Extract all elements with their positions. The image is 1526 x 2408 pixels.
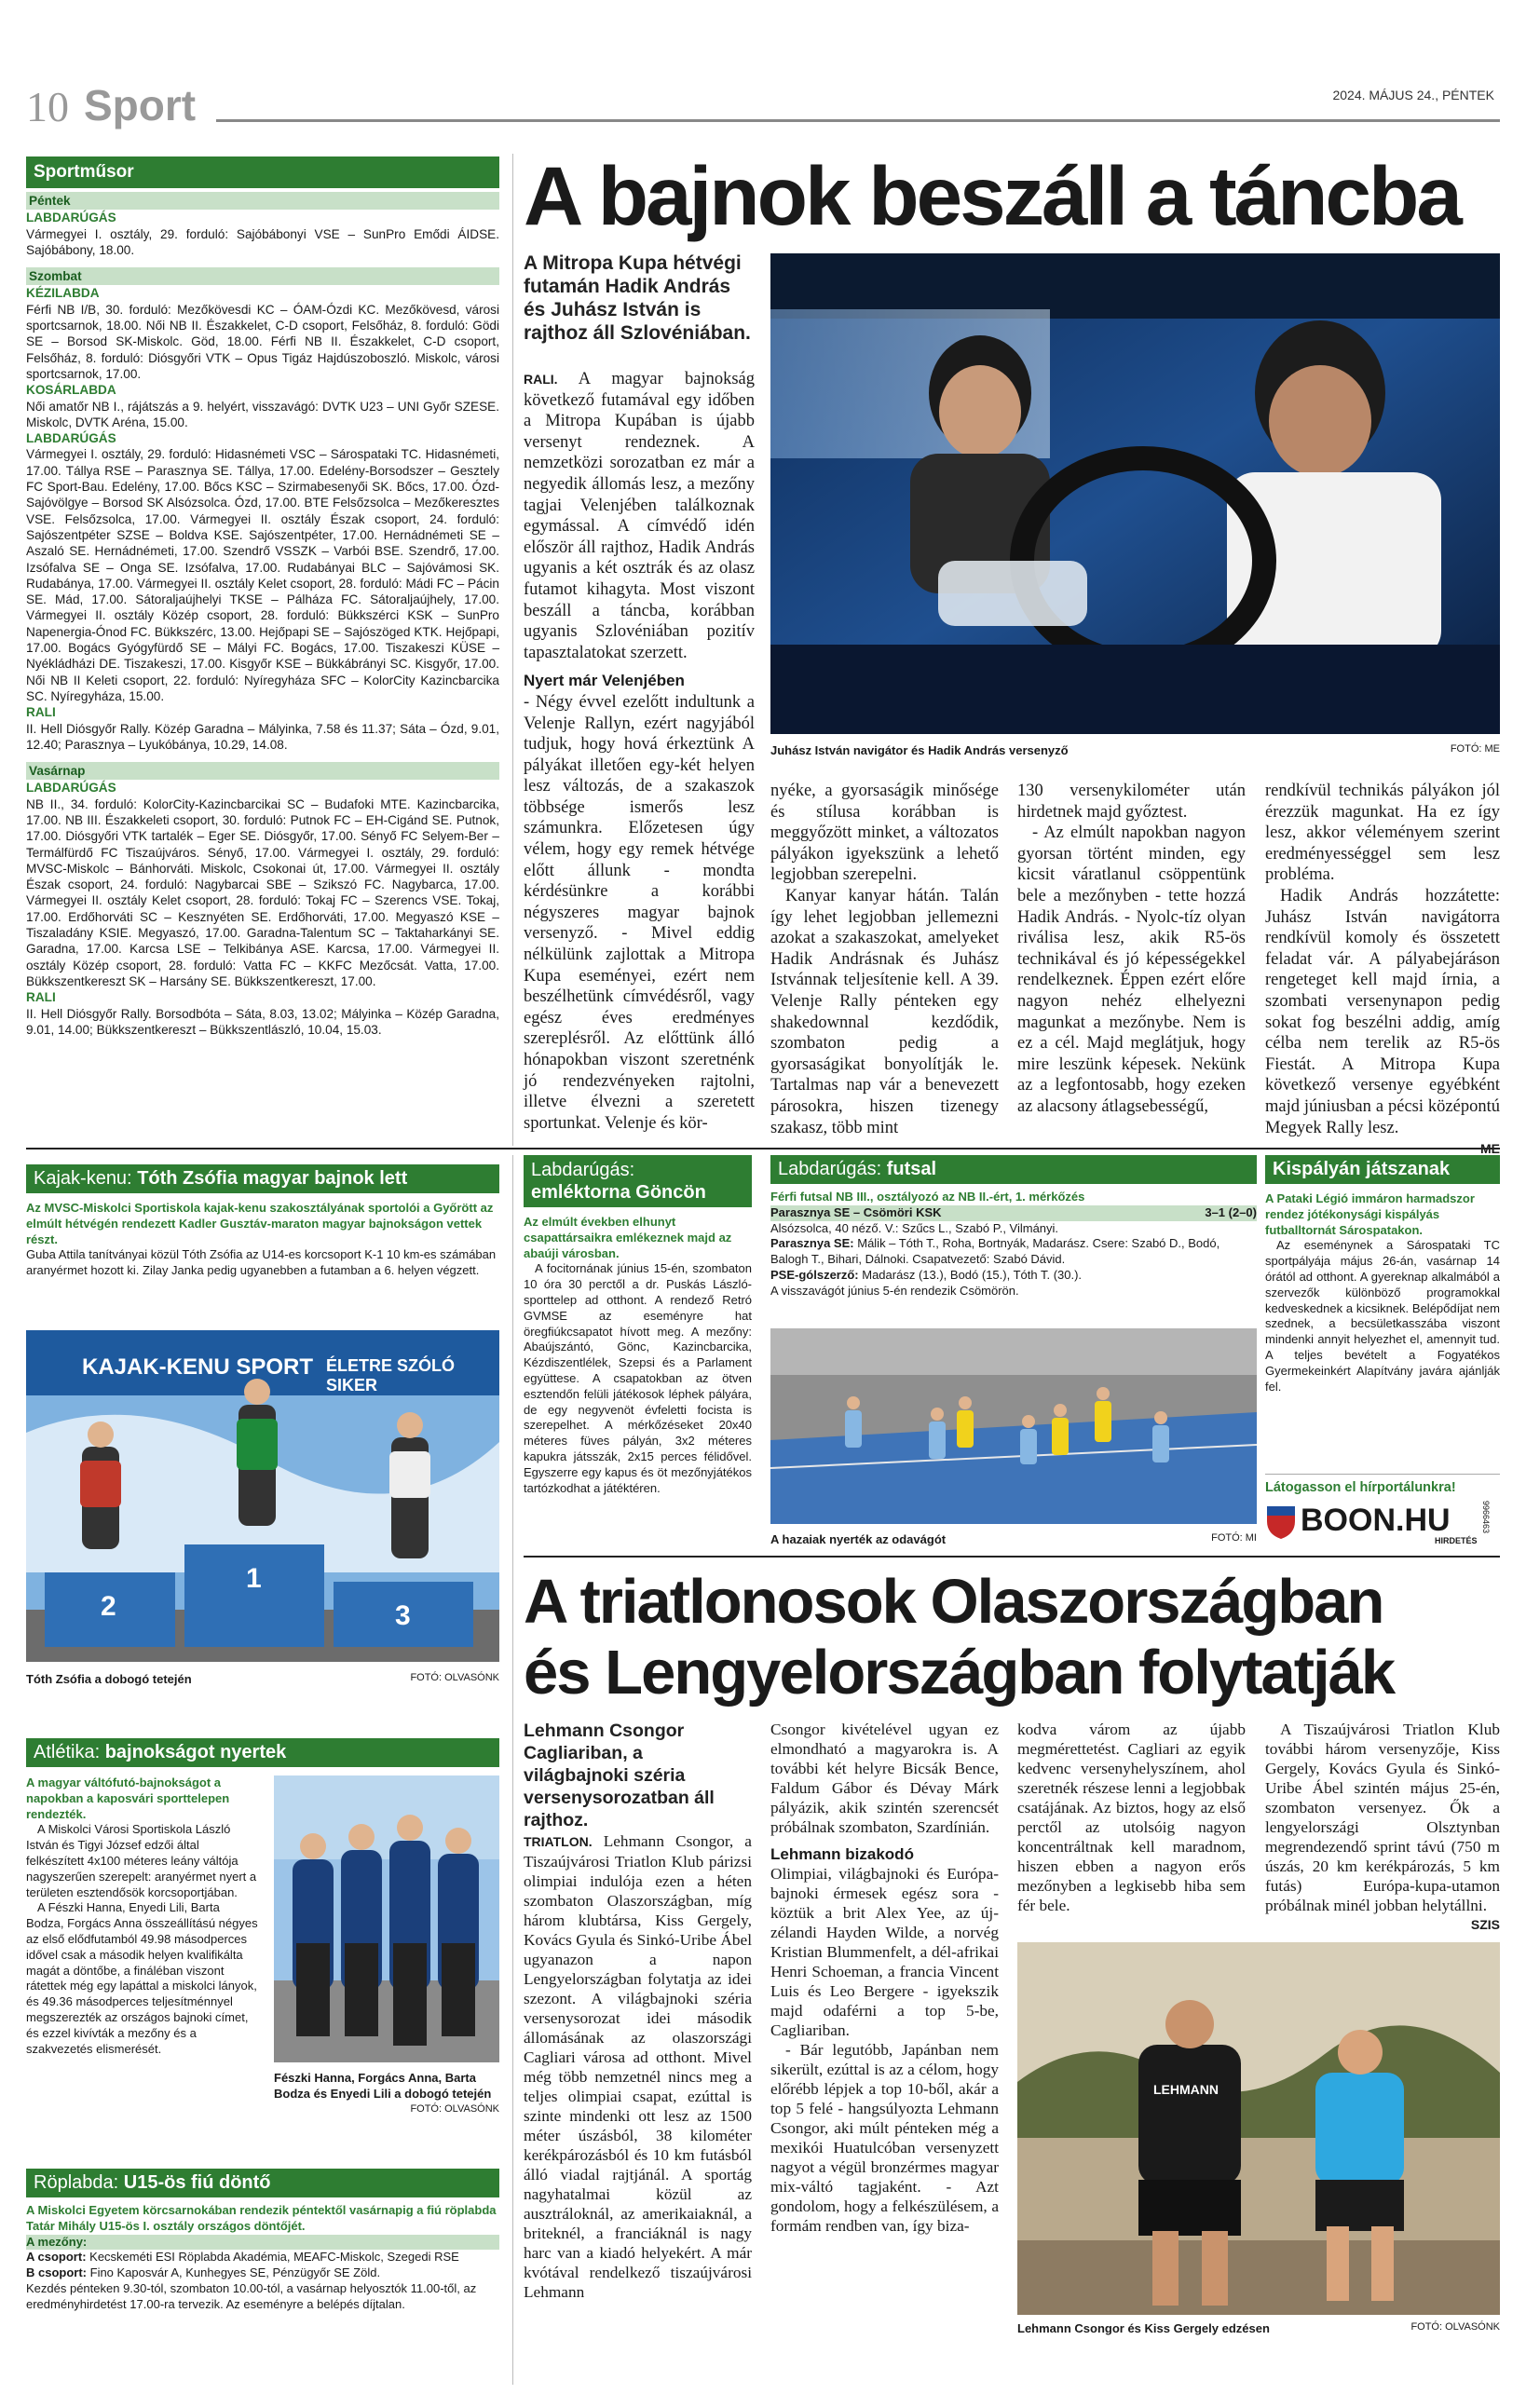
group-label: B csoport: (26, 2265, 87, 2280)
program-entry: II. Hell Diósgyőr Rally. Borsodbóta – Sáta, 8.03, 13.02; Mályinka – Közép Garadna, 9.01, 14.00; Bükkszentkereszt – Bükkszentlászló, 10.04, 15.03. (26, 1006, 499, 1037)
program-day: Péntek (26, 192, 499, 210)
caption-text: Fészki Hanna, Forgács Anna, Barta Bodza és Enyedi Lili a dobogó tetején (274, 2071, 492, 2101)
program-entry: Vármegyei I. osztály, 29. forduló: Hidasnémeti VSC – Sárospataki TC. Hidasnémeti, 17.00. Tállya RSE – Parasznya SE. Tállya, 17.00. Edelény-Borsodszer – Gesztely FC Sport-Bau. Edelény, 17.00. Bőcs KSC – Szirmabesenyői SK. Bőcs, 17.00. Ózd-Sajóvölgye – Borsod SK Alsózsolca. Ózd, 17.00. BTE Felsőzsolca – Mezőkeresztes VSE. Felsőzsolca, 17.00. Vármegyei II. osztály Észak csoport, 24. forduló: Sajószentpéter SZSE – Boldva KSE. Sajószentpéter, 17.00. Hernádnémeti SE – Aszaló SE. Hernádnémeti, 17.00. Szendrő VSSZK – Varbói BSE. Szendrő, 17.00. Izsófalva SE – Onga SE. Izsófalva, 17.00. Rudabányai BLC – Sajóvámosi SK. Rudabánya, 17.00. Vármegyei II. osztály Kelet csoport, 28. forduló: Mádi FC – Pácin SE. Mád, 17.00. Sátoraljaújhelyi TKSE – Pálháza FC. Sátoraljaújhely, 17.00. Vármegyei II. osztály Közép csoport, 28. forduló: Bükkszérci KSK – SunPro Napenergia-Ónod FC. Bükkszérc, 13.00. Hejőpapi SE – Sajószöged KTK. Hejőpapi, 17.00. Bogács Gyógyfürdő SE – Mályi FC. Bogács, 17.00. Tiszakeszi KÜSE – Nyékládházi DE. Tiszakeszi, 17.00. Kisgyőr KSE – Bükkábrányi SC. Kisgyőr, 17.00. Női NB II Keleti csoport, 22. forduló: Nyíregyháza SFC – KolorCity Kazincbarcika SC. Nyíregyháza, 15.00. (26, 447, 499, 703)
article-tag: TRIATLON. (524, 1834, 593, 1849)
atletika-photo (274, 1775, 499, 2062)
kajak-title (26, 1164, 499, 1193)
lead: Az elmúlt években elhunyt csapattársaikra emlékeznek majd az abaúji városban. (524, 1215, 732, 1260)
ad-code: 9966463 (1481, 1501, 1491, 1534)
match: Parasznya SE – Csömöri KSK (770, 1204, 942, 1219)
program-category: KÉZILABDA (26, 286, 100, 301)
kajak-photo (26, 1330, 499, 1662)
program-category: KOSÁRLABDA (26, 383, 116, 398)
program-category: RALI (26, 705, 56, 720)
ad-logo: BOON.HU (1301, 1503, 1451, 1538)
program-entry: Női amatőr NB I., rájátszás a 9. helyért, visszavágó: DVTK U23 – UNI Győr SZESE. Miskolc, DVTK Aréna, 15.00. (26, 399, 499, 429)
page-number: 10 (26, 83, 69, 130)
roplabda-box (26, 2169, 499, 2313)
return-match: A visszavágót június 5-én rendezik Csömörön. (770, 1283, 1019, 1298)
goncon-box (524, 1155, 752, 1496)
signature: SZIS (1470, 1917, 1500, 1932)
paragraph: A magyar bajnokság következő futamával egy időben a Mitropa Kupában is újabb versenyt rendeznek. A nemzetközi sorozatban ez már a negyedik állomás lesz, a mezőny tagjai Velenjében találkoznak egymással. A címvédő idén először áll rajthoz, Hadik András ugyanis a két osztrák és az olasz futamot kihagyta. Most viszont beszáll a táncba, korábban ugyanis Szlovéniában pozitív tapasztalatokat szerzett. (524, 370, 756, 662)
banner-text: KAJAK-KENU SPORT (82, 1354, 314, 1380)
group-label: A csoport: (26, 2250, 87, 2265)
body: Az eseménynek a Sárospataki TC sportpályája május 26-án, vasárnap 14 órától ad otthont. A gyereknap alkalmából a szervezők különböző programokkal kedveskednek a kicsiknek. Belépődíjat nem szednek, a becsületkasszába viszont mindenki annyit helyezhet el, amennyit tud. A teljes bevételt a Fogyatékos Gyermekeinkért Alapítvány javára ajánlják fel. (1265, 1238, 1500, 1394)
photo-credit: FOTÓ: OLVASÓNK (1410, 2321, 1500, 2333)
kajak-caption (26, 1672, 499, 1686)
scorers: Madarász (13.), Bodó (15.), Tóth T. (30.). (862, 1267, 1083, 1282)
triatlon-lead: Lehmann Csongor Cagliariban, a világbajnoki széria versenysorozatban áll rajthoz. (524, 1721, 715, 1830)
lead: A Miskolci Egyetem körcsarnokában rendezik péntektől vasárnapig a fiú röplabda Tatár Mihály U15-ös I. osztály országos döntőjét. (26, 2203, 497, 2233)
headline: emléktorna Göncön (531, 1182, 706, 1203)
atletika-caption (274, 2070, 499, 2117)
main-col-2 (770, 781, 999, 1138)
futsal-caption (770, 1532, 1257, 1546)
body: A focitornának június 15-én, szombaton 10 óra 30 perctől a dr. Puskás László-sporttelep ad otthont. A rendező Retró GVMSE az eseményre hat öregfiúkcsapatot hívott meg. A mezőny: Abaújszántó, Gönc, Kazincbarcika, Kézdiszentlélek, Szepsi és a Parlament együttese. A csapatokban az ötven esztendőn felüli játékosok léphek pályára, de egy negyvenöt évfeletti focista is szerepelhet. A mérkőzéseket 20x40 méteres füves pályán, 3x2 méteres kapukra játsszák, 2x15 perces félidővel. Egyszerre egy kapus és öt mezőnyjátékos tartózkodhat a játéktéren. (524, 1261, 752, 1495)
paragraph: - Négy évvel ezelőtt indultunk a Velenje Rallyn, ezért nagyjából tudjuk, hogy hová érkeztünk A pályákat illetően egy-két helyen lesz változás, de a szakaszok többsége ismerős lesz számunkra. Előzetesen úgy vélem, hogy egy remek hétvége előtt állunk - mondta kérdésünkre a korábbi négyszeres magyar bajnok versenyző. - Mivel eddig nélkülünk zajlottak a Mitropa Kupa eseményei, ezért nem beszélhetünk címvédésről, vagy egész éves eredményes szereplésről. Az előttünk álló hónapokban viszont szeretnénk jó rendezvényeken rajtolni, illetve élvezni a szeretett sportunkat. Velenje és kör- (524, 692, 755, 1133)
kicker: Kajak-kenu: (34, 1168, 132, 1189)
triatlon-caption (1017, 2321, 1500, 2335)
paragraph: nyéke, a gyorsaságik minősége és stílusa korábban is meggyőzött minket, a változatos pályákon igyekszünk a lehető legjobban szerepelni. (770, 782, 999, 885)
paragraph: kodva várom az újabb megmérettetést. Cagliari az egyik kedvenc versenyhelyszínem, ahol szeretnék részese lenni a legjobbak csatájának. Az biztos, hogy az első perctől az utolsóig nagyon koncentráltnak kell maradnom, hiszen ebben a nagyon erős mezőnyben a legkisebb hiba sem fér bele. (1017, 1721, 1246, 1914)
program-list (26, 192, 499, 1038)
group-text: Fino Kaposvár A, Kunhegyes SE, Pénzügyőr SE Zöld. (89, 2265, 381, 2280)
paragraph: - Az elmúlt napokban nagyon gyorsan történt minden, egy kicsit váratlanul csöppentünk bele a mezőnyben - tette hozzá Hadik András. - Nyolc-tíz olyan riválisa lesz, akik R5-ös technikával és jó képességekkel rendelkeznek. Éppen ezért előre nagyon nehéz elhelyezni magunkat a mezőnybe. Nem is ez a cél. Majd meglátjuk, hogy mire leszünk képesek. Nekünk az a legfontosabb, hogy ezeken az alacsony átlagsebességű, (1017, 823, 1246, 1116)
triatlon-col-2 (770, 1720, 999, 2236)
triatlon-col-4 (1265, 1720, 1500, 1935)
lineup-label: Parasznya SE: (770, 1236, 854, 1251)
body: A Fészki Hanna, Enyedi Lili, Barta Bodza, Forgács Anna összeállítású négyes az első elődfutamból 49.98 másodperces idővel csak a második helyen kvalifikálta magát a döntőbe, a fináléban viszont rátettek még egy lapáttal a miskolci lányok, és 49.36 másodperces teljesítménnyel megszerezték az országos bajnoki címet, és ezzel kivívták a mezőny és a szakvezetés elismerését. (26, 1900, 258, 2056)
field-label: A mezőny: (26, 2235, 499, 2251)
triatlon-photo (1017, 1942, 1500, 2315)
ad-label: HIRDETÉS (1435, 1536, 1478, 1545)
program-day: Szombat (26, 267, 499, 285)
lead: A Pataki Légió immáron harmadszor rendez jótékonysági kispályás futballtornát Sárospatakon. (1265, 1191, 1475, 1237)
main-lead: A Mitropa Kupa hétvégi futamán Hadik András és Juhász István is rajthoz áll Szlovéniában. (524, 252, 751, 344)
triatlon-col-3 (1017, 1720, 1246, 1915)
match-row (770, 1205, 1257, 1221)
main-col-1 (524, 369, 755, 1134)
program-category: LABDARÚGÁS (26, 211, 116, 225)
section-title: Sport (84, 81, 197, 129)
futsal-match-image (770, 1328, 1257, 1524)
lead: Az MVSC-Miskolci Sportiskola kajak-kenu szakosztályának sportolói a Győrött az elmúlt hétvégén rendezett Kadler Gusztáv-maraton magyar bajnokságon vettek részt. (26, 1201, 494, 1246)
competition: Férfi futsal NB III., osztályozó az NB II.-ért, 1. mérkőzés (770, 1190, 1085, 1204)
boon-ad[interactable] (1265, 1474, 1500, 1549)
podium-1: 1 (246, 1563, 262, 1594)
scorers-label: PSE-gólszerző: (770, 1267, 859, 1282)
paragraph: Csongor kivételével ugyan ez elmondható a magyarokra is. A további két helyre Bicsák Bence, Faldum Gábor és Dévay Márk pályázik, akik szintén szerencsét próbálnak szombaton, Szardínián. (770, 1721, 999, 1836)
headline: U15-ös fiú döntő (123, 2172, 271, 2193)
venue: Alsózsolca, 40 néző. V.: Szűcs L., Szabó P., Vilmányi. (770, 1220, 1059, 1235)
rally-car-interior-image (770, 253, 1500, 734)
kicker: Atlétika: (34, 1742, 101, 1762)
header-rule (216, 119, 1500, 122)
body: Guba Attila tanítványai közül Tóth Zsófia az U14-es korcsoport K-1 10 km-es számában aranyérmet hozott ki. Zilay Janka pedig ugyanebben a futamban a 6. helyen végzett. (26, 1247, 497, 1278)
body: A Miskolci Városi Sportiskola László István és Tigyi József edzői által felkészített 4x100 méteres leány váltója nagyszerűen szerepelt: aranyérmet nyert a területen esztendősök korcsoportjában. (26, 1822, 257, 1899)
subheading: Lehmann bizakodó (770, 1845, 914, 1863)
rally-photo-caption (770, 743, 1500, 757)
futsal-photo (770, 1328, 1257, 1524)
atletika-box (26, 1738, 499, 1767)
caption-text: Tóth Zsófia a dobogó tetején (26, 1672, 192, 1686)
program-category: LABDARÚGÁS (26, 431, 116, 446)
program-day: Vasárnap (26, 762, 499, 780)
main-col-3 (1017, 781, 1246, 1118)
program-entry: NB II., 34. forduló: KolorCity-Kazincbarcikai SC – Budafoki MTE. Kazincbarcika, 17.00. NB III. Északkeleti csoport, 30. forduló: Putnok FC – EH-Cigánd SE. Putnok, 17.00. Diósgyőri VTK tartalék – Eger SE. Diósgyőr, 17.00. Sényő FC Selyem-Ber – Termálfürdő FC Tiszaújváros. Sényő, 17.00. Vármegyei I. osztály, 29. forduló: MVSC-Miskolc – Bánhorváti. Miskolc, Csokonai út, 17.00. Vármegyei II. osztály Észak csoport, 24. forduló: Nagybarcai SBE – Szikszó FC. Nagybarca, 17.00. Vármegyei II. osztály Kelet csoport, 28. forduló: Tokaj FC – Szerencs VSE. Tokaj, 17.00. Erdőhorváti SC – Kesznyéten SE. Erdőhorváti, 17.00. Megyaszó KSE – Tiszaladány KSIE. Megyaszó, 17.00. Garadna-Talentum SC – Taktaharkányi SE. Garadna, 17.00. Karcsa LSE – Telkibánya ASE. Karcsa, 17.00. Vármegyei II. osztály Közép csoport, 28. forduló: Vatta FC – KKFC Mezőcsát. Vatta, 17.00. Bükkszentkereszt SK – Harsány SE. Bükkszentkereszt, 17.00. (26, 796, 499, 988)
page-header (26, 82, 1502, 130)
headline-line: és Lengyelországban folytatják (524, 1638, 1395, 1707)
kispalya-box (1265, 1155, 1500, 1394)
podium-2: 2 (101, 1591, 116, 1622)
relay-team-image (274, 1775, 499, 2062)
jersey-text: LEHMANN (1153, 2082, 1219, 2097)
paragraph: Lehmann Csongor, a Tiszaújvárosi Triatlon Klub párizsi olimpiai indulója ezen a héten szombaton Olaszországban, míg három klubtársa, Kiss Gergely, Kovács Gyula és Sinkó-Uribe Ábel ugyanazon a napon Lengyelországban folytatja az idei szezont. A világbajnoki széria versenysorozat idei második állomásának az olaszországi Cagliari városa ad otthont. Mivel még több nemzetnél nincs meg a teljes olimpiai csapat, ezúttal is szinte mindenki ott lesz az 1500 méter úszásból, 38 kilométer kerékpározásból és 10 km futásból álló viadal rajtjánál. A sportág nagyhatalmai közül az ausztráloknál, az amerikaiaknál, a briteknél, a franciáknál is nagy harc van a kiadó helyekért. A már kvótával rendelkező tiszaújvárosi Lehmann (524, 1832, 752, 2301)
lead: A magyar váltófutó-bajnokságot a napokban a kaposvári sporttelepen rendezték. (26, 1775, 230, 1821)
goncon-title (524, 1155, 752, 1207)
runners-image (1017, 1942, 1500, 2315)
triatlon-col-1 (524, 1831, 752, 2302)
kicker: Labdarúgás: (531, 1160, 635, 1180)
triatlon-headline (524, 1567, 1394, 1708)
program-entry: II. Hell Diósgyőr Rally. Közép Garadna – Mályinka, 7.58 és 11.37; Sáta – Ózd, 9.01, 12.40; Parasznya – Lyukóbánya, 10.29, 14.08. (26, 721, 499, 752)
shield-icon (1265, 1504, 1297, 1544)
paragraph: Olimpiai, világbajnoki és Európa-bajnoki érmesek egész sora - köztük a brit Alex Yee, az új-zélandi Hayden Wilde, a norvég Kristian Blummenfelt, a dél-afrikai Henri Schoeman, a francia Vincent Luis és Leo Bergere - igyekszik majd odaférni a top 5-be, Cagliariban. (770, 1865, 999, 2039)
schedule: Kezdés pénteken 9.30-tól, szombaton 10.00-tól, a vasárnap helyosztók 11.00-től, az eredményhirdetést 17.00-ra tervezik. Az eseményre a belépés díjtalan. (26, 2280, 477, 2311)
headline: bajnokságot nyertek (104, 1742, 287, 1762)
program-box (26, 156, 499, 1135)
photo-credit: FOTÓ: OLVASÓNK (410, 2103, 499, 2115)
paragraph: rendkívül technikás pályákon jól érezzük magunkat. Ha ez így lesz, akkor véleményem szerint eredményességgel sem lesz probléma. (1265, 782, 1500, 885)
article-tag: RALI. (524, 372, 558, 387)
paragraph: A Tiszaújvárosi Triatlon Klub további három versenyzője, Kiss Gergely, Kovács Gyula és Sinkó-Uribe Ábel szintén május 25-én, szombaton versenyez. Ők a lengyelországi Olsztynban megrendezendő sprint távú (750 m úszás, 20 km kerékpározás, 5 km futás) Európa-kupa-utamon próbálnak minél jobban helytállni. (1265, 1721, 1500, 1914)
paragraph: - Bár legutóbb, Japánban nem sikerült, ezúttal is az a célom, hogy előrébb lépjek a top 10-ből, akár a top 5 felé - hangsúlyozta Lehmann Csongor, aki múlt pénteken még a mexikói Huatulcóban versenyzett nagyot a végül bronzérmes magyar mix-váltó tagjaként. - Azt gondolom, hogy a felkészülésem, a formám rendben van, így biza- (770, 2041, 999, 2235)
main-headline: A bajnok beszáll a táncba (524, 149, 1460, 242)
program-entry: Vármegyei I. osztály, 29. forduló: Sajóbábonyi VSE – SunPro Emődi ÁIDSE. Sajóbábony, 18.00. (26, 226, 499, 257)
program-entry: Férfi NB I/B, 30. forduló: Mezőkövesdi KC – ÓAM-Ózdi KC. Mezőkövesd, városi sportcsarnok, 18.00. Női NB II. Északkelet, C-D csoport, Felsőház, 8. forduló: Gödi SE – Borsod SK-Miskolc. Göd, 18.00. Férfi NB II. Északkelet, C-D csoport, Felsőház, 8. forduló: Diósgyőri VTK – Opus Tigáz Hajdúszoboszló. Miskolc, városi sportcsarnok, 17.00. (26, 302, 499, 381)
group-text: Kecskeméti ESI Röplabda Akadémia, MEAFC-Miskolc, Szegedi RSE (89, 2250, 459, 2265)
rally-photo (770, 253, 1500, 734)
paragraph: Hadik András hozzátette: Juhász István navigátorra rendkívül komoly és összetett feladat vár. A pályabejáráson rengeteget kell majd írnia, a szombati versenynapon pedig sokat fog beszélni addig, amíg célba nem terelik az R5-ös Fiestát. A Mitropa Kupa következő versenye egyébként majd júniusban a pécsi középontú Megyek Rally lesz. (1265, 886, 1500, 1137)
kajak-box (26, 1164, 499, 1279)
caption-text: Lehmann Csongor és Kiss Gergely edzésen (1017, 2321, 1270, 2335)
caption-text: Juhász István navigátor és Hadik András versenyző (770, 743, 1069, 757)
headline-line: A triatlonosok Olaszországban (524, 1567, 1383, 1637)
atletika-title (26, 1738, 499, 1767)
section-divider (524, 1556, 1500, 1558)
score: 3–1 (2–0) (1205, 1204, 1257, 1219)
ad-tagline: Látogasson el hírportálunkra! (1265, 1480, 1456, 1495)
kispalya-title: Kispályán játszanak (1265, 1155, 1500, 1184)
caption-text: A hazaiak nyerték az odavágót (770, 1532, 947, 1546)
program-title: Sportműsor (26, 156, 499, 188)
subheading: Nyert már Velenjében (524, 672, 685, 690)
roplabda-title (26, 2169, 499, 2197)
atletika-text (26, 1775, 259, 2057)
paragraph: 130 versenykilométer után hirdetnek majd győztest. (1017, 782, 1246, 822)
program-category: LABDARÚGÁS (26, 781, 116, 796)
futsal-box (770, 1155, 1257, 1299)
headline: Tóth Zsófia magyar bajnok lett (137, 1168, 408, 1189)
futsal-title (770, 1155, 1257, 1184)
paragraph: Kanyar kanyar hátán. Talán így lehet legjobban jellemezni azokat a szakaszokat, amelyeket Hadik Andrásnak és Juhász Istvánnak teljesítenie kell. A 39. Velenje Rally pénteken egy shakedownnal kezdődik, szombaton pedig a gyorsaságikat bonyolítják le. Tartalmas nap vár a benevezett párosokra, hiszen tizenegy szakasz, több mint (770, 886, 999, 1137)
column-divider (512, 1155, 513, 2385)
headline: futsal (886, 1159, 937, 1179)
program-category: RALI (26, 990, 56, 1005)
issue-date: 2024. MÁJUS 24., PÉNTEK (1332, 88, 1494, 102)
kicker: Labdarúgás: (778, 1159, 882, 1179)
lineup: Málik – Tóth T., Roha, Bortnyák, Madarász. Csere: Szabó D., Bodó, Balogh T., Bihari, Dálnoki. Csapatvezető: Szabó Dávid. (770, 1236, 1220, 1267)
column-divider (512, 154, 513, 1146)
banner-right-text: ÉLETRE SZÓLÓ SIKER (326, 1356, 456, 1394)
main-col-4 (1265, 781, 1500, 1160)
section-divider (26, 1148, 1500, 1150)
kicker: Röplabda: (34, 2172, 119, 2193)
podium-3: 3 (395, 1600, 411, 1631)
photo-credit: FOTÓ: MI (1211, 1532, 1257, 1544)
photo-credit: FOTÓ: OLVASÓNK (410, 1672, 499, 1683)
photo-credit: FOTÓ: ME (1450, 743, 1500, 755)
